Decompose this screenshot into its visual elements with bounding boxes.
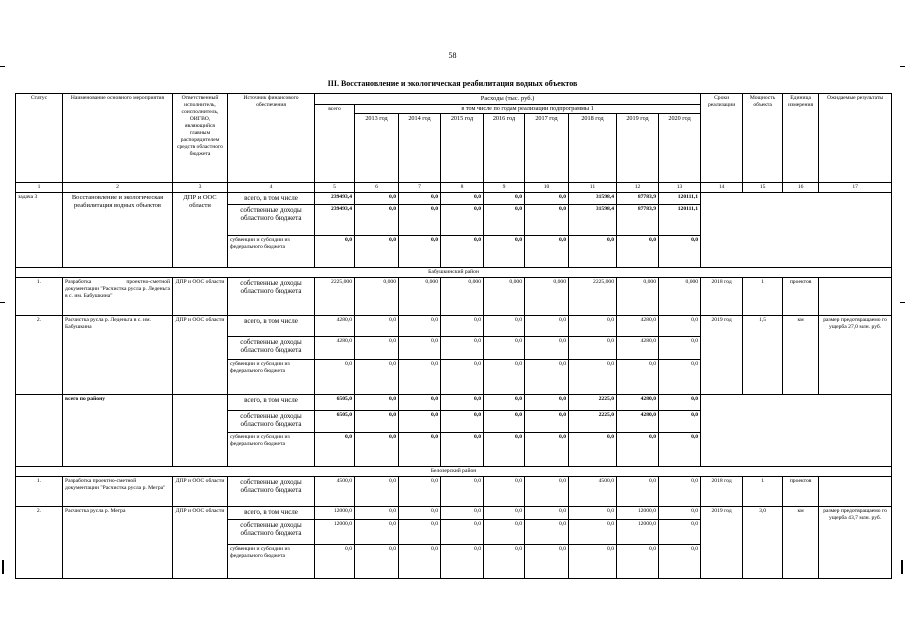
- value-cell: 0,0: [659, 476, 701, 506]
- value-cell: 4280,0: [617, 394, 659, 410]
- header-source: Источник финансового обеспечения: [228, 94, 315, 183]
- header-responsible: Ответственный исполнитель, соисполнитель, ОИГВО, являющийся главным распорядителем средств областного бюджета: [173, 94, 228, 183]
- value-cell: 12000,0: [617, 506, 659, 519]
- value-cell: 0,0: [525, 359, 569, 394]
- source-cell: собственные доходы областного бюджета: [228, 519, 315, 544]
- header-deadline: Сроки реализации: [701, 94, 743, 183]
- value-cell: 0,0: [355, 476, 399, 506]
- value-cell: 0,000: [659, 277, 701, 315]
- item-number: 2.: [16, 506, 63, 578]
- value-cell: 0,0: [399, 544, 441, 578]
- item-responsible: ДПР и ООС области: [173, 277, 228, 315]
- header-by-years: в том числе по годам реализации подпрограммы 1: [355, 105, 701, 114]
- task-name: Восстановление и экологическая реабилитация водных объектов: [63, 192, 173, 267]
- value-cell: 0,0: [525, 432, 569, 466]
- value-cell: 0,0: [441, 506, 484, 519]
- value-cell: 4280,0: [315, 315, 355, 336]
- value-cell: 0,0: [525, 506, 569, 519]
- header-year: 2013 год: [355, 113, 399, 182]
- value-cell: 0,0: [315, 432, 355, 466]
- value-cell: 2225,0: [569, 394, 617, 410]
- value-cell: 0,0: [569, 359, 617, 394]
- value-cell: 12000,0: [617, 519, 659, 544]
- value-cell: 0,0: [484, 192, 525, 204]
- value-cell: 0,0: [484, 506, 525, 519]
- value-cell: 0,000: [484, 277, 525, 315]
- value-cell: 0,0: [399, 432, 441, 466]
- edge-mark: [2, 560, 4, 574]
- value-cell: 12000,0: [315, 519, 355, 544]
- value-cell: 0,0: [525, 476, 569, 506]
- value-cell: 87783,9: [617, 192, 659, 204]
- value-cell: 0,0: [617, 544, 659, 578]
- margin-tick: [900, 66, 905, 67]
- result-cell: размер предотвращаемо го ущерба 43,7 млн. руб.: [819, 506, 892, 578]
- expenses-table: [15, 93, 892, 579]
- value-cell: 0,0: [525, 394, 569, 410]
- capacity-cell: 3,0: [743, 506, 783, 578]
- empty-cell: [16, 394, 63, 466]
- value-cell: 0,000: [355, 277, 399, 315]
- margin-tick: [900, 302, 905, 303]
- table-row: [16, 394, 892, 410]
- value-cell: 0,0: [441, 394, 484, 410]
- col-number: 4: [228, 182, 315, 192]
- capacity-cell: 1: [743, 277, 783, 315]
- document-title: III. Восстановление и экологическая реабилитация водных объектов: [327, 79, 578, 88]
- header-results: Ожидаемые результаты: [819, 94, 892, 183]
- value-cell: 0,0: [355, 359, 399, 394]
- value-cell: 0,000: [399, 277, 441, 315]
- value-cell: 120111,1: [659, 204, 701, 235]
- deadline-cell: 2018 год: [701, 277, 743, 315]
- value-cell: 0,0: [441, 476, 484, 506]
- value-cell: 0,0: [525, 192, 569, 204]
- value-cell: 4500,0: [569, 476, 617, 506]
- value-cell: 0,0: [617, 476, 659, 506]
- col-number: 2: [63, 182, 173, 192]
- value-cell: 0,0: [484, 336, 525, 359]
- value-cell: 0,0: [355, 544, 399, 578]
- source-cell: всего, в том числе: [228, 192, 315, 204]
- margin-tick: [0, 302, 5, 303]
- value-cell: 31598,4: [569, 204, 617, 235]
- item-number: 2.: [16, 315, 63, 394]
- value-cell: 0,0: [399, 476, 441, 506]
- value-cell: 0,0: [617, 359, 659, 394]
- value-cell: 0,0: [525, 519, 569, 544]
- value-cell: 0,0: [525, 336, 569, 359]
- source-cell: собственные доходы областного бюджета: [228, 476, 315, 506]
- value-cell: 0,0: [399, 359, 441, 394]
- value-cell: 4280,0: [617, 315, 659, 336]
- value-cell: 0,000: [525, 277, 569, 315]
- unit-cell: км: [783, 506, 819, 578]
- region-heading: Белозерский район: [16, 466, 892, 476]
- value-cell: 0,0: [399, 204, 441, 235]
- source-cell: всего, в том числе: [228, 315, 315, 336]
- value-cell: 120111,1: [659, 192, 701, 204]
- value-cell: 0,0: [355, 410, 399, 432]
- source-cell: собственные доходы областного бюджета: [228, 277, 315, 315]
- value-cell: 0,0: [484, 359, 525, 394]
- value-cell: 0,0: [484, 519, 525, 544]
- value-cell: 0,0: [659, 410, 701, 432]
- value-cell: 0,0: [399, 192, 441, 204]
- value-cell: 0,0: [569, 506, 617, 519]
- source-cell: всего, в том числе: [228, 394, 315, 410]
- value-cell: 4280,0: [315, 336, 355, 359]
- col-number: 6: [355, 182, 399, 192]
- source-cell: всего, в том числе: [228, 506, 315, 519]
- task-responsible: ДПР и ООС области: [173, 192, 228, 267]
- value-cell: 0,0: [441, 432, 484, 466]
- col-number: 15: [743, 182, 783, 192]
- value-cell: 239493,4: [315, 192, 355, 204]
- value-cell: 0,0: [441, 204, 484, 235]
- value-cell: 0,0: [355, 235, 399, 267]
- header-year: 2016 год: [484, 113, 525, 182]
- value-cell: 12000,0: [315, 506, 355, 519]
- unit-cell: км: [783, 315, 819, 394]
- edge-mark: [901, 560, 903, 574]
- result-cell: размер предотвращаемо го ущерба 27,0 млн. руб.: [819, 315, 892, 394]
- value-cell: 0,0: [355, 204, 399, 235]
- value-cell: 0,0: [525, 204, 569, 235]
- value-cell: 0,0: [441, 544, 484, 578]
- col-number: 13: [659, 182, 701, 192]
- source-cell: собственные доходы областного бюджета: [228, 204, 315, 235]
- value-cell: 0,0: [441, 315, 484, 336]
- value-cell: 0,0: [484, 394, 525, 410]
- header-year: 2015 год: [441, 113, 484, 182]
- header-year: 2014 год: [399, 113, 441, 182]
- value-cell: 0,0: [355, 394, 399, 410]
- value-cell: 0,0: [525, 544, 569, 578]
- item-number: 1.: [16, 476, 63, 506]
- value-cell: 0,000: [617, 277, 659, 315]
- header-year: 2019 год: [617, 113, 659, 182]
- value-cell: 0,0: [659, 315, 701, 336]
- region-row: [16, 267, 892, 277]
- table-row: [16, 476, 892, 506]
- header-year: 2020 год: [659, 113, 701, 182]
- value-cell: 0,0: [355, 432, 399, 466]
- value-cell: 87783,9: [617, 204, 659, 235]
- value-cell: 0,0: [659, 359, 701, 394]
- header-expenses: Расходы (тыс. руб.): [315, 94, 701, 105]
- unit-cell: проектов: [783, 277, 819, 315]
- item-number: 1.: [16, 277, 63, 315]
- unit-cell: проектов: [783, 476, 819, 506]
- header-unit: Единица измерения: [783, 94, 819, 183]
- value-cell: 0,0: [355, 506, 399, 519]
- value-cell: 0,0: [484, 410, 525, 432]
- value-cell: 0,0: [659, 544, 701, 578]
- value-cell: 2225,000: [315, 277, 355, 315]
- value-cell: 0,0: [525, 410, 569, 432]
- header-capacity: Мощность объекта: [743, 94, 783, 183]
- value-cell: 0,000: [441, 277, 484, 315]
- value-cell: 0,0: [399, 394, 441, 410]
- value-cell: 0,0: [315, 544, 355, 578]
- value-cell: 0,0: [569, 519, 617, 544]
- column-number-row: [16, 182, 892, 192]
- value-cell: 6505,0: [315, 410, 355, 432]
- value-cell: 0,0: [569, 315, 617, 336]
- value-cell: 0,0: [484, 432, 525, 466]
- value-cell: 0,0: [659, 394, 701, 410]
- value-cell: 0,0: [399, 410, 441, 432]
- value-cell: 0,0: [659, 432, 701, 466]
- value-cell: 0,0: [399, 506, 441, 519]
- source-cell: субвенции и субсидии из федерального бюджета: [228, 235, 315, 267]
- value-cell: 0,0: [441, 410, 484, 432]
- empty-cell: [173, 394, 228, 466]
- value-cell: 0,0: [569, 544, 617, 578]
- deadline-cell: 2019 год: [701, 506, 743, 578]
- value-cell: 4500,0: [315, 476, 355, 506]
- col-number: 8: [441, 182, 484, 192]
- value-cell: 0,0: [484, 235, 525, 267]
- header-name: Наименование основного мероприятия: [63, 94, 173, 183]
- empty-cell: [701, 192, 892, 267]
- header-row: [16, 94, 892, 105]
- value-cell: 0,0: [399, 336, 441, 359]
- col-number: 12: [617, 182, 659, 192]
- col-number: 1: [16, 182, 63, 192]
- item-name: Разработка проектно-сметной документации "Расчистка русла р. Мегра": [63, 476, 173, 506]
- value-cell: 0,0: [441, 519, 484, 544]
- col-number: 7: [399, 182, 441, 192]
- col-number: 11: [569, 182, 617, 192]
- header-status: Статус: [16, 94, 63, 183]
- value-cell: 2225,0: [569, 410, 617, 432]
- result-cell: [819, 277, 892, 315]
- value-cell: 0,0: [525, 235, 569, 267]
- value-cell: 0,0: [569, 432, 617, 466]
- col-number: 14: [701, 182, 743, 192]
- district-total-label: всего по району: [63, 394, 173, 466]
- table-row: [16, 506, 892, 519]
- item-name: Расчистка русла р. Леденьга в с. им. Бабушкина: [63, 315, 173, 394]
- value-cell: 0,0: [525, 315, 569, 336]
- empty-cell: [701, 394, 892, 466]
- value-cell: 0,0: [484, 204, 525, 235]
- value-cell: 0,0: [617, 432, 659, 466]
- col-number: 9: [484, 182, 525, 192]
- value-cell: 0,0: [569, 235, 617, 267]
- value-cell: 0,0: [355, 192, 399, 204]
- value-cell: 0,0: [355, 315, 399, 336]
- item-responsible: ДПР и ООС области: [173, 315, 228, 394]
- col-number: 5: [315, 182, 355, 192]
- header-year: 2017 год: [525, 113, 569, 182]
- value-cell: 6505,0: [315, 394, 355, 410]
- value-cell: 0,0: [569, 336, 617, 359]
- source-cell: субвенции и субсидии из федерального бюджета: [228, 544, 315, 578]
- table-row: [16, 192, 892, 204]
- value-cell: 2225,000: [569, 277, 617, 315]
- value-cell: 0,0: [399, 519, 441, 544]
- col-number: 17: [819, 182, 892, 192]
- value-cell: 0,0: [355, 336, 399, 359]
- value-cell: 0,0: [659, 506, 701, 519]
- value-cell: 0,0: [441, 235, 484, 267]
- header-total: всего: [315, 105, 355, 183]
- col-number: 10: [525, 182, 569, 192]
- value-cell: 0,0: [355, 519, 399, 544]
- value-cell: 0,0: [484, 315, 525, 336]
- table-row: [16, 315, 892, 336]
- value-cell: 0,0: [441, 336, 484, 359]
- capacity-cell: 1,5: [743, 315, 783, 394]
- value-cell: 0,0: [659, 519, 701, 544]
- item-name: Расчистка русла р. Мегра: [63, 506, 173, 578]
- deadline-cell: 2018 год: [701, 476, 743, 506]
- col-number: 3: [173, 182, 228, 192]
- value-cell: 0,0: [441, 192, 484, 204]
- value-cell: 239493,4: [315, 204, 355, 235]
- value-cell: 0,0: [399, 315, 441, 336]
- value-cell: 0,0: [441, 359, 484, 394]
- task-status: задача 3: [16, 192, 63, 267]
- result-cell: [819, 476, 892, 506]
- source-cell: субвенции и субсидии из федерального бюджета: [228, 359, 315, 394]
- deadline-cell: 2019 год: [701, 315, 743, 394]
- region-heading: Бабушкинский район: [16, 267, 892, 277]
- table-row: [16, 277, 892, 315]
- item-responsible: ДПР и ООС области: [173, 476, 228, 506]
- source-cell: субвенции и субсидии из федерального бюджета: [228, 432, 315, 466]
- item-responsible: ДПР и ООС области: [173, 506, 228, 578]
- margin-tick: [0, 66, 5, 67]
- value-cell: 0,0: [399, 235, 441, 267]
- col-number: 16: [783, 182, 819, 192]
- source-cell: собственные доходы областного бюджета: [228, 336, 315, 359]
- value-cell: 0,0: [617, 235, 659, 267]
- value-cell: 4280,0: [617, 336, 659, 359]
- value-cell: 0,0: [315, 359, 355, 394]
- value-cell: 0,0: [659, 235, 701, 267]
- value-cell: 0,0: [484, 476, 525, 506]
- value-cell: 4280,0: [617, 410, 659, 432]
- page-number: 58: [448, 51, 457, 60]
- value-cell: 0,0: [484, 544, 525, 578]
- region-row: [16, 466, 892, 476]
- item-name: Разработка проектно-сметной документации "Расчистка русла р. Леденьга в с. им. Бабушкина": [63, 277, 173, 315]
- header-year: 2018 год: [569, 113, 617, 182]
- capacity-cell: 1: [743, 476, 783, 506]
- value-cell: 0,0: [659, 336, 701, 359]
- source-cell: собственные доходы областного бюджета: [228, 410, 315, 432]
- value-cell: 0,0: [315, 235, 355, 267]
- value-cell: 31598,4: [569, 192, 617, 204]
